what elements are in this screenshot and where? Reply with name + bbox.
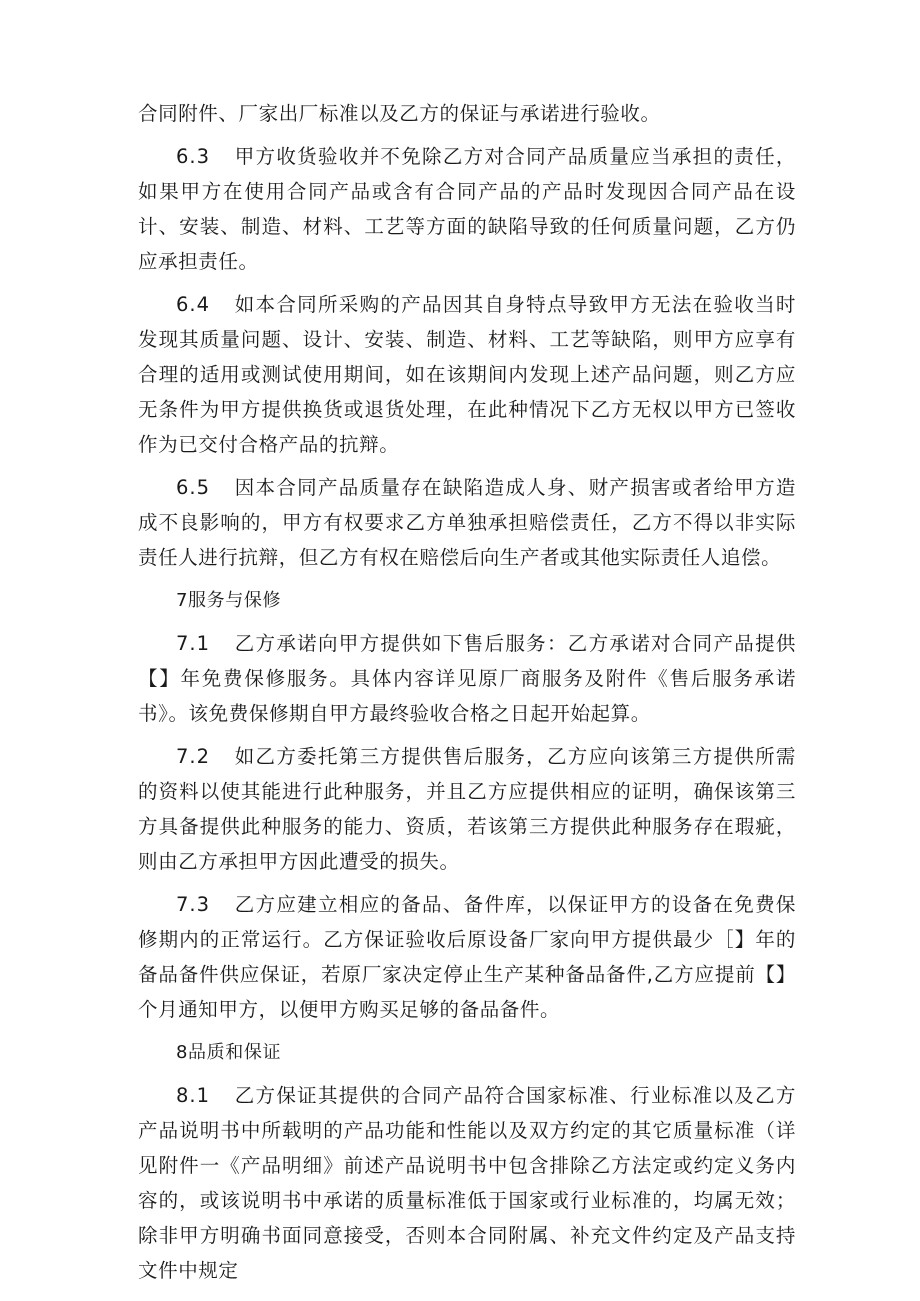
paragraph-text: 合同附件、厂家出厂标准以及乙方的保证与承诺进行验收。 — [138, 102, 661, 125]
clause-number: 6.4 — [176, 293, 211, 316]
clause-number: 6.5 — [176, 476, 211, 499]
clause-7-1 — [138, 626, 796, 731]
clause-6-3 — [138, 139, 796, 279]
section-heading-7: 7服务与保修 — [176, 590, 282, 611]
clause-7-2 — [138, 739, 796, 879]
clause-6-4 — [138, 287, 796, 462]
clause-number: 8.1 — [176, 1084, 211, 1107]
clause-7-3 — [138, 887, 796, 1027]
clause-number: 6.3 — [176, 145, 211, 168]
clause-text: 乙方保证其提供的合同产品符合国家标准、行业标准以及乙方产品说明书中所载明的产品功能和性能以及双方约定的其它质量标准（详见附件一《产品明细》前述产品说明书中包含排除乙方法定或约定义务内容的，或该说明书中承诺的质量标准低于国家或行业标准的，均属无效；除非甲方明确书面同意接受，否则本合同附属、补充文件约定及产品支持文件中规定 — [138, 1084, 796, 1282]
clause-number: 7.3 — [176, 893, 211, 916]
clause-text: 甲方收货验收并不免除乙方对合同产品质量应当承担的责任，如果甲方在使用合同产品或含有合同产品的产品时发现因合同产品在设计、安装、制造、材料、工艺等方面的缺陷导致的任何质量问题，乙方仍应承担责任。 — [138, 145, 796, 273]
clause-number: 7.2 — [176, 745, 211, 768]
clause-text: 因本合同产品质量存在缺陷造成人身、财产损害或者给甲方造成不良影响的，甲方有权要求乙方单独承担赔偿责任，乙方不得以非实际责任人进行抗辩，但乙方有权在赔偿后向生产者或其他实际责任人追偿。 — [138, 476, 796, 569]
clause-8-1 — [138, 1078, 796, 1288]
section-heading-8: 8品质和保证 — [176, 1042, 282, 1063]
clause-text: 乙方应建立相应的备品、备件库，以保证甲方的设备在免费保修期内的正常运行。乙方保证验收后原设备厂家向甲方提供最少［】年的备品备件供应保证，若原厂家决定停止生产某种备品备件,乙方应提前【】个月通知甲方，以便甲方购买足够的备品备件。 — [138, 893, 796, 1021]
clause-number: 7.1 — [176, 632, 211, 655]
clause-text: 如乙方委托第三方提供售后服务，乙方应向该第三方提供所需的资料以使其能进行此种服务，并且乙方应提供相应的证明，确保该第三方具备提供此种服务的能力、资质，若该第三方提供此种服务存在瑕疵，则由乙方承担甲方因此遭受的损失。 — [138, 745, 796, 873]
clause-6-5 — [138, 470, 796, 575]
paragraph-continuation — [138, 96, 796, 131]
clause-text: 乙方承诺向甲方提供如下售后服务：乙方承诺对合同产品提供【】年免费保修服务。具体内容详见原厂商服务及附件《售后服务承诺书》。该免费保修期自甲方最终验收合格之日起开始起算。 — [138, 632, 796, 725]
clause-text: 如本合同所采购的产品因其自身特点导致甲方无法在验收当时发现其质量问题、设计、安装、制造、材料、工艺等缺陷，则甲方应享有合理的适用或测试使用期间，如在该期间内发现上述产品问题，则乙方应无条件为甲方提供换货或退货处理，在此种情况下乙方无权以甲方已签收作为已交付合格产品的抗辩。 — [138, 293, 796, 456]
